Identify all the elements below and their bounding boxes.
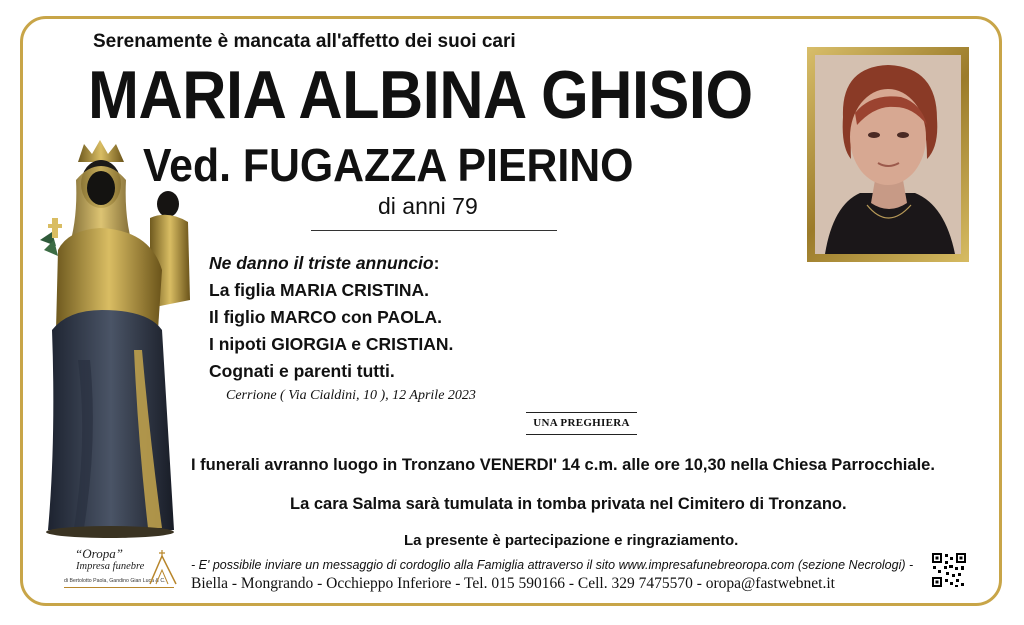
funeral-home-logo — [62, 546, 182, 594]
divider-line — [311, 230, 557, 231]
age-text: di anni 79 — [378, 193, 478, 219]
mountain-church-icon — [148, 548, 178, 586]
black-madonna-statue-icon — [38, 140, 194, 540]
place-date: Cerrione ( Via Cialdini, 10 ), 12 Aprile 2023 — [226, 388, 476, 403]
prayer-box — [526, 411, 637, 436]
logo-owners: di Bertolotto Paola, Gandino Gian Luca & C. — [64, 578, 166, 584]
prayer-label: UNA PREGHIERA — [533, 417, 630, 429]
logo-subtitle: Impresa funebre — [76, 561, 145, 572]
widow-of-text: Ved. FUGAZZA PIERINO — [143, 139, 634, 191]
deceased-name: MARIA ALBINA GHISIO — [88, 57, 753, 133]
prayer-rule-bottom — [526, 434, 637, 435]
qr-code-icon — [931, 552, 967, 588]
portrait-frame — [807, 47, 969, 262]
portrait-photo — [815, 55, 961, 254]
burial-info: La cara Salma sarà tumulata in tomba privata nel Cimitero di Tronzano. — [290, 495, 847, 513]
announcement-lead: Ne danno il triste annuncio — [209, 253, 434, 273]
logo-name: “Oropa” — [75, 546, 123, 561]
mourner-line: I nipoti GIORGIA e CRISTIAN. — [209, 334, 454, 354]
announcement-colon: : — [433, 253, 440, 273]
prayer-rule-top — [526, 412, 637, 413]
mourner-line: Cognati e parenti tutti. — [209, 361, 395, 381]
portrait-icon — [815, 55, 961, 254]
funeral-info: I funerali avranno luogo in Tronzano VENERDI' 14 c.m. alle ore 10,30 nella Chiesa Parrocchiale. — [191, 456, 935, 474]
mourner-line: La figlia MARIA CRISTINA. — [209, 280, 430, 300]
online-condolence-note: - E' possibile inviare un messaggio di cordoglio alla Famiglia attraverso il sito www.impresafunebreoropa.com (sezione Necrologi) - — [191, 558, 914, 572]
contact-line: Biella - Mongrando - Occhieppo Inferiore - Tel. 015 590166 - Cell. 329 7475570 - oropa@fastwebnet.it — [191, 575, 835, 592]
mourners-list — [209, 250, 709, 385]
mourner-line: Il figlio MARCO con PAOLA. — [209, 307, 442, 327]
logo-underline — [64, 587, 174, 588]
intro-text: Serenamente è mancata all'affetto dei suoi cari — [93, 31, 516, 52]
thanks-text: La presente è partecipazione e ringraziamento. — [404, 532, 739, 549]
